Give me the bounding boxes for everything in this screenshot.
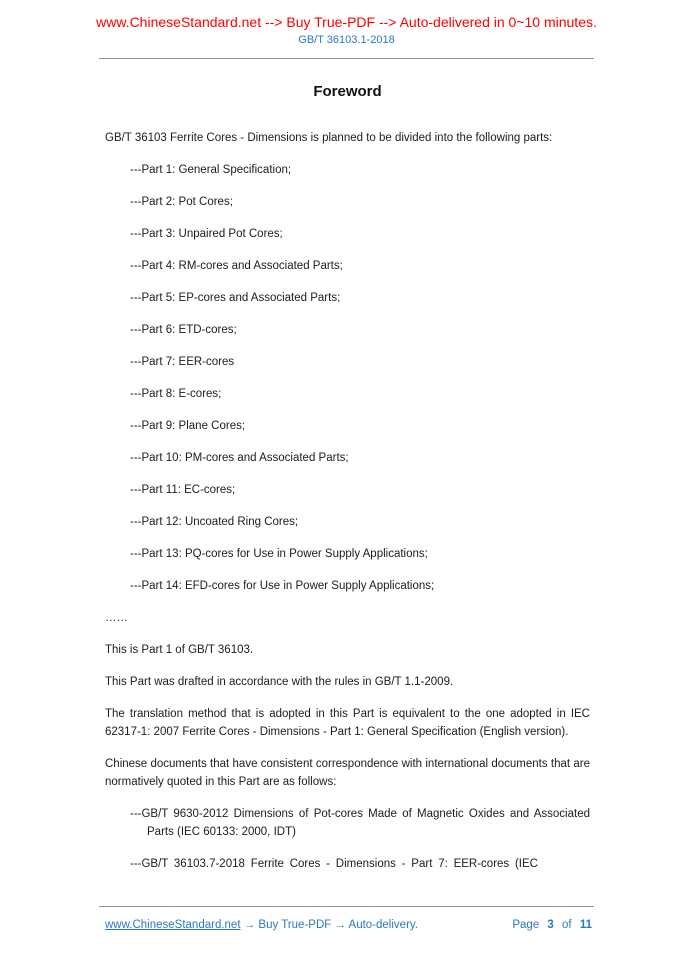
footer-links — [105, 916, 418, 934]
foreword-section — [0, 83, 693, 873]
page-number: 3 — [547, 919, 554, 931]
paragraph-drafted: This Part was drafted in accordance with the rules in GB/T 1.1-2009. — [105, 676, 454, 688]
section-title: Foreword — [313, 83, 382, 100]
doc-number: GB/T 36103.1-2018 — [298, 34, 395, 46]
paragraph-translation: The translation method that is adopted in this Part is equivalent to the one adopted in IEC 62317-1: 2007 Ferrite Cores - Dimensions - Part 1: General Specification (English version). — [105, 708, 590, 738]
part-item: ---Part 7: EER-cores — [130, 356, 235, 368]
reference-item: ---GB/T 36103.7-2018 Ferrite Cores - Dimensions - Part 7: EER-cores (IEC — [130, 858, 538, 870]
part-item: ---Part 9: Plane Cores; — [130, 420, 246, 432]
part-item: ---Part 1: General Specification; — [130, 164, 292, 176]
part-item: ---Part 6: ETD-cores; — [130, 324, 237, 336]
header-divider — [99, 58, 594, 59]
part-item: ---Part 11: EC-cores; — [130, 484, 236, 496]
parts-list — [105, 161, 590, 595]
page-indicator — [507, 916, 592, 934]
part-item: ---Part 3: Unpaired Pot Cores; — [130, 228, 283, 240]
footer-tagline: → Buy True-PDF → Auto-delivery. — [240, 919, 418, 931]
of-label: of — [562, 919, 572, 931]
promo-banner: www.ChineseStandard.net --> Buy True-PDF --> Auto-delivered in 0~10 minutes. — [96, 14, 597, 30]
part-item: ---Part 5: EP-cores and Associated Parts; — [130, 292, 341, 304]
part-item: ---Part 14: EFD-cores for Use in Power Supply Applications; — [130, 580, 435, 592]
paragraph-part1: This is Part 1 of GB/T 36103. — [105, 644, 254, 656]
part-item: ---Part 8: E-cores; — [130, 388, 222, 400]
part-item: ---Part 10: PM-cores and Associated Parts; — [130, 452, 349, 464]
page-footer — [99, 906, 594, 934]
paragraph-chinese-docs: Chinese documents that have consistent correspondence with international documents that are normatively quoted in this Part are as follows: — [105, 758, 590, 788]
intro-paragraph: GB/T 36103 Ferrite Cores - Dimensions is planned to be divided into the following parts: — [105, 132, 553, 144]
page-label: Page — [512, 919, 540, 931]
total-pages: 11 — [579, 919, 592, 931]
reference-item: ---GB/T 9630-2012 Dimensions of Pot-cores Made of Magnetic Oxides and Associated Parts (IEC 60133: 2000, IDT) — [130, 808, 590, 838]
part-item: ---Part 2: Pot Cores; — [130, 196, 233, 208]
part-item: ---Part 13: PQ-cores for Use in Power Supply Applications; — [130, 548, 428, 560]
footer-site-link[interactable]: www.ChineseStandard.net — [105, 919, 241, 931]
part-item: ---Part 12: Uncoated Ring Cores; — [130, 516, 299, 528]
ellipsis-line: …… — [105, 612, 128, 624]
part-item: ---Part 4: RM-cores and Associated Parts; — [130, 260, 343, 272]
